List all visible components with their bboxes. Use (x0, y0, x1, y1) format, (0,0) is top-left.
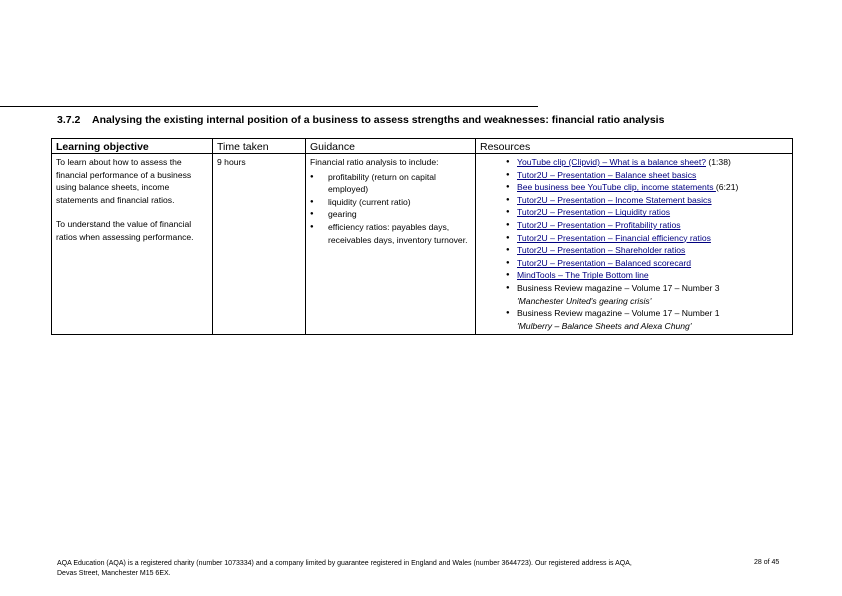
table-row (52, 154, 793, 335)
resource-link[interactable]: Tutor2U – Presentation – Profitability ratios (517, 219, 681, 230)
resource-item (480, 156, 788, 169)
guidance-list (310, 171, 471, 247)
magazine-ref: ● Business Review magazine – Volume 17 – Number 3 (517, 282, 720, 293)
learning-objective-cell (52, 154, 213, 335)
resource-link[interactable]: Tutor2U – Presentation – Balance sheet basics (517, 169, 697, 180)
guidance-intro: Financial ratio analysis to include: (310, 157, 439, 167)
section-number: 3.7.2 (57, 114, 81, 126)
resource-item (480, 232, 788, 245)
magazine-article: 'Mulberry – Balance Sheets and Alexa Chung' (517, 320, 692, 331)
magazine-item (480, 282, 788, 307)
magazine-article: 'Manchester United's gearing crisis' (517, 295, 652, 306)
section-title: Analysing the existing internal position of a business to assess strengths and weaknesses: financial ratio analysis (92, 114, 665, 126)
resources-cell (476, 154, 793, 335)
resources-list (480, 156, 788, 332)
resource-item (480, 257, 788, 270)
footer-legal-text: AQA Education (AQA) is a registered charity (number 1073334) and a company limited by guarantee registered in England and Wales (number 3644723). Our registered address is AQA, Devas Street, Manchester M15 6EX. (57, 560, 632, 577)
resource-link[interactable]: YouTube clip (Clipvid) – What is a balance sheet? (517, 157, 707, 167)
resource-link[interactable]: Tutor2U – Presentation – Balanced scorecard (517, 257, 692, 268)
scheme-of-work-table (51, 138, 793, 335)
resource-item (480, 244, 788, 257)
header-time-taken: Time taken (213, 139, 306, 154)
resource-duration: (1:38) (706, 157, 731, 167)
resource-duration: (6:21) (715, 182, 739, 193)
resource-item (480, 219, 788, 232)
table-header-row (52, 139, 793, 154)
resource-item (480, 194, 788, 207)
header-resources: Resources (476, 139, 793, 154)
resource-link[interactable]: Tutor2U – Presentation – Shareholder ratios (517, 245, 686, 256)
time-taken-cell (213, 154, 306, 335)
guidance-item: ● efficiency ratios: payables days, receivables days, inventory turnover. (310, 221, 471, 246)
resource-item (480, 206, 788, 219)
resource-link[interactable]: MindTools – The Triple Bottom line (517, 270, 649, 281)
guidance-item: ● gearing (310, 208, 471, 221)
header-learning-objective: Learning objective (52, 139, 213, 154)
resource-link[interactable]: Tutor2U – Presentation – Income Statement basics (517, 194, 712, 205)
learning-objective-1: To learn about how to assess the financial performance of a business using balance sheets, income statements and financial ratios. (56, 157, 192, 205)
resource-link[interactable]: Tutor2U – Presentation – Financial efficiency ratios (517, 232, 711, 243)
resource-item (480, 269, 788, 282)
page-number: 28 of 45 (754, 559, 780, 566)
header-guidance: Guidance (306, 139, 476, 154)
guidance-item: ● profitability (return on capital employed) (310, 171, 471, 196)
time-taken-value: 9 hours (217, 157, 246, 167)
resource-item (480, 169, 788, 182)
resource-link[interactable]: Bee business bee YouTube clip, income statements (517, 182, 716, 193)
resource-link[interactable]: Tutor2U – Presentation – Liquidity ratios (517, 207, 671, 218)
learning-objective-2: To understand the value of financial ratios when assessing performance. (56, 219, 194, 242)
resource-item (480, 181, 788, 194)
guidance-cell (306, 154, 476, 335)
magazine-ref: ● Business Review magazine – Volume 17 – Number 1 (517, 308, 720, 319)
guidance-item: ● liquidity (current ratio) (310, 196, 471, 209)
header-rule (0, 106, 538, 107)
magazine-item (480, 307, 788, 332)
